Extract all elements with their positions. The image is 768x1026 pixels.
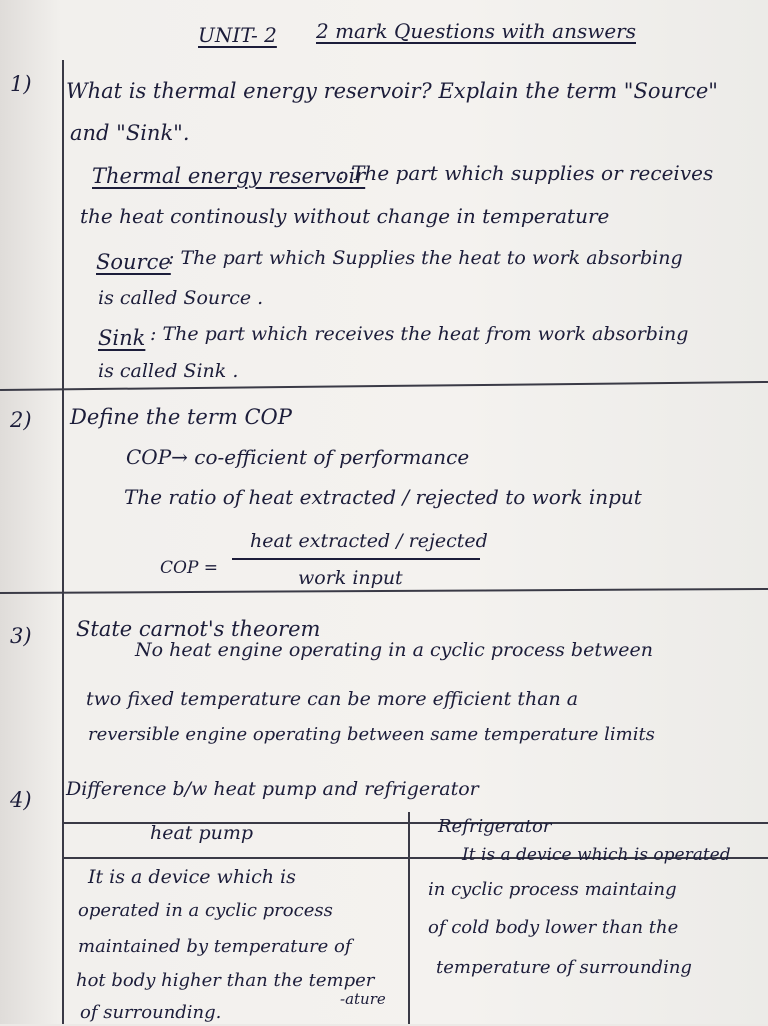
formula-lhs: COP =	[160, 558, 219, 578]
q2-cop-definition: The ratio of heat extracted / rejected to work input	[124, 485, 642, 509]
def-sink-line1: : The part which receives the heat from work absorbing	[150, 323, 689, 345]
refrigerator-line-2: in cyclic process maintaing	[428, 879, 677, 900]
heat-pump-line-2: operated in a cyclic process	[78, 900, 333, 921]
q3-answer-line3: reversible engine operating between same temperature limits	[88, 724, 655, 745]
formula-numerator: heat extracted / rejected	[250, 530, 488, 552]
refrigerator-line-3: of cold body lower than the	[428, 917, 679, 938]
unit-label: UNIT- 2	[198, 23, 277, 47]
q3-question: State carnot's theorem	[76, 617, 321, 641]
fraction-bar	[232, 558, 480, 560]
q2-cop-expansion: COP→ co-efficient of performance	[126, 445, 470, 469]
formula-denominator: work input	[298, 567, 403, 589]
question-number-4: 4)	[10, 788, 32, 812]
refrigerator-line-4: temperature of surrounding	[436, 957, 692, 978]
refrigerator-line-1: It is a device which is operated	[462, 845, 731, 865]
margin-line	[62, 60, 64, 1024]
heat-pump-line-1: It is a device which is	[88, 866, 296, 888]
q3-answer-line1: No heat engine operating in a cyclic process between	[135, 639, 653, 661]
term-sink: Sink	[98, 326, 146, 350]
table-column-divider	[408, 812, 410, 1024]
def-reservoir-line2: the heat continously without change in temperature	[80, 204, 610, 228]
question-number-3: 3)	[10, 624, 32, 648]
page-title: 2 mark Questions with answers	[316, 19, 636, 43]
def-sink-line2: is called Sink .	[98, 360, 239, 382]
table-header-heat-pump: heat pump	[150, 822, 254, 844]
q3-answer-line2: two fixed temperature can be more efficient than a	[86, 688, 579, 710]
def-source-line1: : The part which Supplies the heat to work absorbing	[168, 247, 683, 269]
question-number-1: 1)	[10, 72, 32, 96]
heat-pump-line-3: maintained by temperature of	[78, 936, 352, 957]
table-header-refrigerator: Refrigerator	[438, 816, 552, 837]
q1-question-line2: and "Sink".	[70, 121, 190, 145]
heat-pump-line-4: hot body higher than the temper	[76, 970, 375, 991]
q4-question: Difference b/w heat pump and refrigerator	[66, 778, 479, 800]
q1-question-line1: What is thermal energy reservoir? Explain the term "Source"	[66, 79, 718, 103]
question-number-2: 2)	[10, 408, 32, 432]
term-thermal-energy-reservoir: Thermal energy reservoir	[92, 164, 366, 188]
heat-pump-line-5: of surrounding.	[80, 1002, 222, 1023]
def-reservoir-line1: : The part which supplies or receives	[338, 161, 714, 185]
heat-pump-hyphen: -ature	[340, 990, 386, 1008]
q2-question: Define the term COP	[70, 405, 292, 429]
def-source-line2: is called Source .	[98, 287, 264, 309]
term-source: Source	[96, 250, 171, 274]
